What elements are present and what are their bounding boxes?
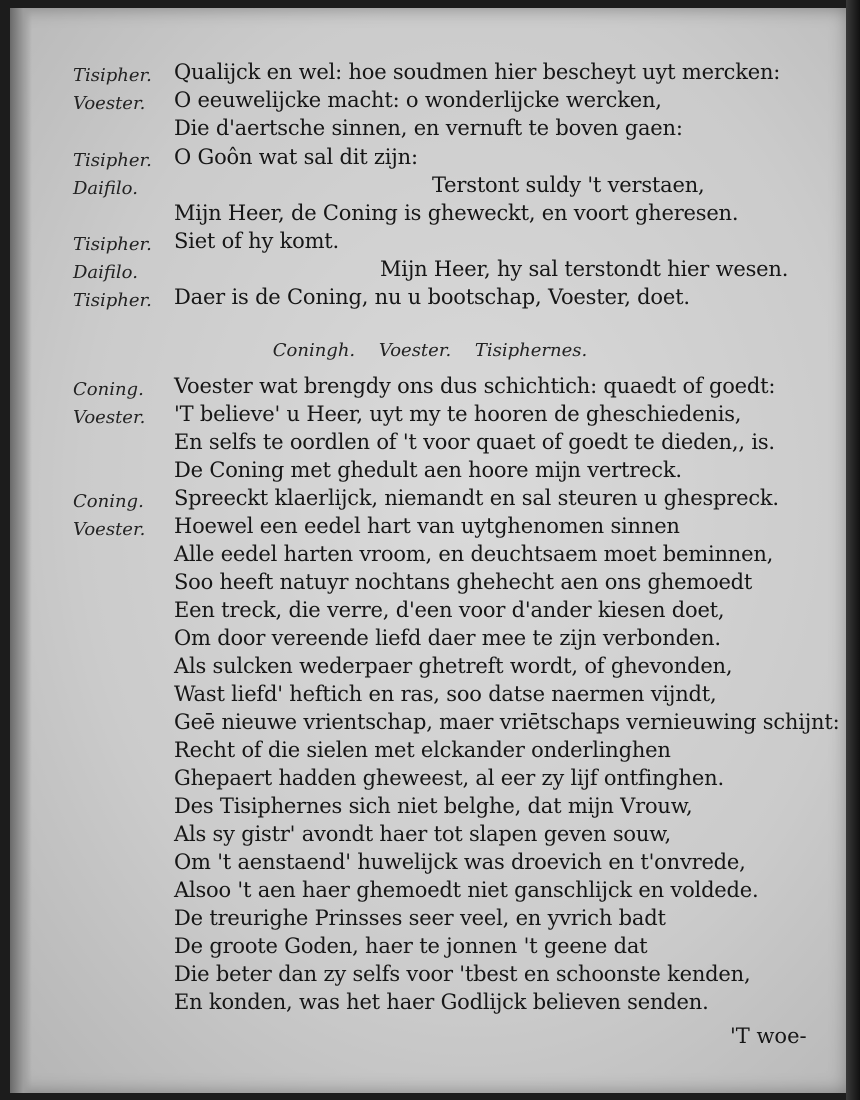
- speaker-name: Coning.: [73, 491, 144, 512]
- verse-text: De groote Goden, haer te jonnen 't geene dat: [174, 934, 648, 958]
- speaker-name: Daifilo.: [73, 178, 138, 199]
- verse-text: Hoewel een eedel hart van uytghenomen sinnen: [174, 514, 680, 538]
- catchword: 'T woe-: [730, 1024, 807, 1048]
- verse-text: Siet of hy komt.: [174, 229, 339, 253]
- verse-text: En konden, was het haer Godlijck believen senden.: [174, 990, 709, 1014]
- speaker-name: Tisipher.: [73, 290, 152, 311]
- verse-text: Recht of die sielen met elckander onderlinghen: [174, 738, 671, 762]
- verse-text: Spreeckt klaerlijck, niemandt en sal steuren u ghespreck.: [174, 486, 779, 510]
- verse-text: Als sulcken wederpaer ghetreft wordt, of ghevonden,: [174, 654, 733, 678]
- speaker-name: Coning.: [73, 379, 144, 400]
- verse-text: Die beter dan zy selfs voor 'tbest en schoonste kenden,: [174, 962, 751, 986]
- page-gutter: [10, 8, 32, 1093]
- scene-heading: Coningh. Voester. Tisiphernes.: [272, 340, 588, 361]
- speaker-name: Tisipher.: [73, 234, 152, 255]
- verse-text: O Goôn wat sal dit zijn:: [174, 145, 418, 169]
- verse-text: O eeuwelijcke macht: o wonderlijcke wercken,: [174, 88, 662, 112]
- verse-text: De treurighe Prinsses seer veel, en yvrich badt: [174, 906, 666, 930]
- verse-text: Mijn Heer, de Coning is gheweckt, en voort gheresen.: [174, 201, 739, 225]
- speaker-name: Tisipher.: [73, 150, 152, 171]
- verse-text: Alle eedel harten vroom, en deuchtsaem moet beminnen,: [174, 542, 774, 566]
- speaker-name: Tisipher.: [73, 65, 152, 86]
- verse-text: Daer is de Coning, nu u bootschap, Voester, doet.: [174, 285, 690, 309]
- verse-text: Om door vereende liefd daer mee te zijn verbonden.: [174, 626, 721, 650]
- verse-text: 'T believe' u Heer, uyt my te hooren de gheschiedenis,: [174, 402, 742, 426]
- speaker-name: Voester.: [73, 407, 146, 428]
- verse-text: Alsoo 't aen haer ghemoedt niet ganschlijck en voldede.: [174, 878, 759, 902]
- verse-text: Een treck, die verre, d'een voor d'ander kiesen doet,: [174, 598, 725, 622]
- speaker-name: Voester.: [73, 93, 146, 114]
- speaker-name: Daifilo.: [73, 262, 138, 283]
- verse-text: Om 't aenstaend' huwelijck was droevich en t'onvrede,: [174, 850, 746, 874]
- verse-text: Ghepaert hadden gheweest, al eer zy lijf ontfinghen.: [174, 766, 724, 790]
- speaker-name: Voester.: [73, 519, 146, 540]
- verse-text: Qualijck en wel: hoe soudmen hier bescheyt uyt mercken:: [174, 60, 781, 84]
- verse-text: Soo heeft natuyr nochtans ghehecht aen ons ghemoedt: [174, 570, 753, 594]
- verse-text: Geē nieuwe vrientschap, maer vriētschaps vernieuwing schijnt:: [174, 710, 840, 734]
- verse-text: En selfs te oordlen of 't voor quaet of goedt te dieden,, is.: [174, 430, 775, 454]
- verse-text: Des Tisiphernes sich niet belghe, dat mijn Vrouw,: [174, 794, 693, 818]
- verse-text: Terstont suldy 't verstaen,: [432, 173, 705, 197]
- verse-text: Als sy gistr' avondt haer tot slapen geven souw,: [174, 822, 671, 846]
- verse-text: Die d'aertsche sinnen, en vernuft te boven gaen:: [174, 116, 683, 140]
- page-edge: [846, 0, 860, 1100]
- verse-text: De Coning met ghedult aen hoore mijn vertreck.: [174, 458, 682, 482]
- verse-text: Wast liefd' heftich en ras, soo datse naermen vijndt,: [174, 682, 717, 706]
- verse-text: Voester wat brengdy ons dus schichtich: quaedt of goedt:: [174, 374, 776, 398]
- verse-text: Mijn Heer, hy sal terstondt hier wesen.: [380, 257, 789, 281]
